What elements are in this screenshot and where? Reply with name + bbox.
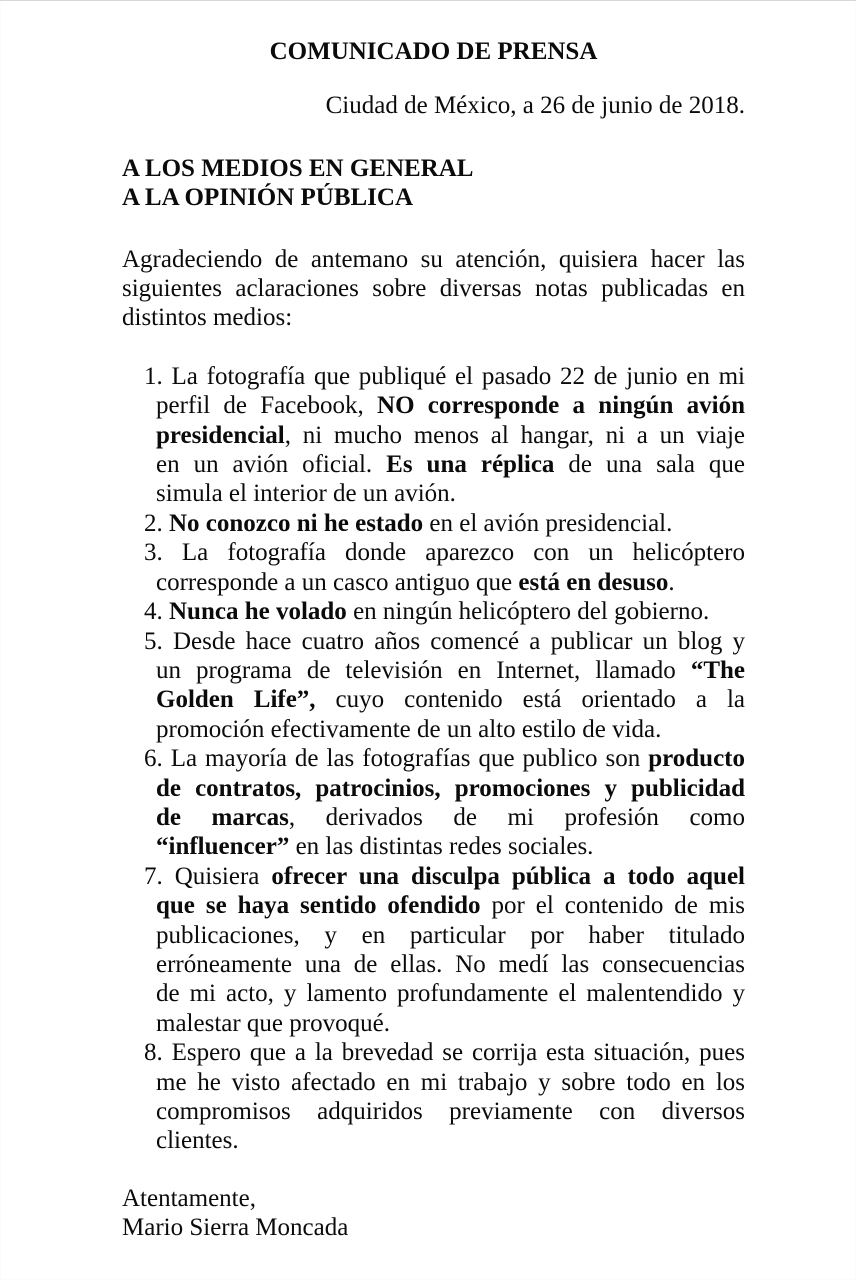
text-line bbox=[144, 627, 746, 656]
text-line bbox=[122, 274, 745, 303]
text-run: , ni mucho menos al hangar, ni a un viaje bbox=[284, 421, 745, 449]
text-line bbox=[144, 362, 746, 391]
text-line bbox=[156, 568, 745, 597]
text-run: en las distintas redes sociales. bbox=[289, 833, 594, 861]
bold-text-run: que se haya sentido ofendido bbox=[156, 892, 481, 920]
text-line bbox=[156, 450, 745, 479]
list-item bbox=[122, 744, 745, 862]
text-line bbox=[156, 1097, 745, 1126]
text-run: La fotografía que publiqué el pasado 22 de junio en mi bbox=[171, 362, 746, 390]
text-run: malestar que provoqué. bbox=[156, 1009, 390, 1037]
text-line bbox=[156, 1126, 745, 1155]
bold-text-run: producto bbox=[648, 745, 745, 773]
text-line bbox=[156, 803, 745, 832]
text-run: de una sala que bbox=[554, 451, 746, 479]
text-line bbox=[144, 538, 745, 567]
text-run: . bbox=[668, 568, 675, 596]
item-number: 6. bbox=[144, 745, 163, 773]
addressee-line-medios: A LOS MEDIOS EN GENERAL bbox=[122, 154, 474, 182]
closing bbox=[122, 1184, 745, 1243]
text-run: cuyo contenido está orientado a la bbox=[315, 686, 745, 714]
text-run: clientes. bbox=[156, 1127, 239, 1155]
text-run: en el avión presidencial. bbox=[423, 509, 673, 537]
text-run: erróneamente una de ellas. No medí las consecuencias bbox=[156, 950, 745, 978]
text-line bbox=[156, 774, 745, 803]
bold-text-run: de marcas bbox=[156, 803, 289, 831]
bold-text-run: Nunca he volado bbox=[169, 598, 347, 626]
bold-text-run: ofrecer una disculpa pública a todo aquel bbox=[271, 862, 745, 890]
text-run: La fotografía donde aparezco con un helicóptero bbox=[181, 539, 745, 567]
bold-text-run: Es una réplica bbox=[386, 451, 555, 479]
text-line bbox=[144, 744, 745, 773]
list-item bbox=[122, 862, 745, 1038]
item-number: 5. bbox=[144, 627, 163, 655]
bold-text-run: “influencer” bbox=[156, 833, 290, 861]
list-item bbox=[122, 597, 745, 626]
text-line bbox=[156, 1068, 745, 1097]
list-item bbox=[122, 362, 745, 509]
bold-text-run: No conozco ni he estado bbox=[169, 509, 424, 537]
bold-text-run: presidencial bbox=[156, 421, 285, 449]
dateline: Ciudad de México, a 26 de junio de 2018. bbox=[325, 92, 745, 120]
page-title: COMUNICADO DE PRENSA bbox=[269, 38, 598, 65]
text-run: me he visto afectado en mi trabajo y sobre todo en los bbox=[156, 1068, 745, 1096]
list-item bbox=[122, 1038, 745, 1156]
bold-text-run: NO corresponde a ningún avión bbox=[377, 392, 745, 420]
text-run: publicaciones, y en particular por haber titulado bbox=[156, 921, 745, 949]
text-run: Espero que a la brevedad se corrija esta situación, pues bbox=[171, 1039, 746, 1067]
text-run: un programa de televisión en Internet, llamado bbox=[156, 656, 691, 684]
bold-text-run: está en desuso bbox=[518, 568, 669, 596]
text-run: Quisiera bbox=[174, 862, 272, 890]
item-number: 4. bbox=[144, 598, 163, 626]
text-run: compromisos adquiridos previamente con diversos bbox=[156, 1098, 745, 1125]
text-line bbox=[156, 891, 745, 920]
text-run: en un avión oficial. bbox=[156, 451, 387, 479]
bold-text-run: “The bbox=[690, 656, 745, 684]
addressees bbox=[122, 154, 745, 213]
list-item bbox=[122, 538, 745, 597]
text-line bbox=[156, 715, 745, 744]
text-run: perfil de Facebook, bbox=[156, 392, 378, 420]
text-run: promoción efectivamente de un alto estilo de vida. bbox=[156, 715, 662, 743]
text-run: La mayoría de las fotografías que publico son bbox=[170, 745, 649, 773]
text-run: Agradeciendo de antemano su atención, quisiera hacer las bbox=[122, 245, 745, 273]
text-line bbox=[144, 862, 745, 891]
text-line bbox=[156, 832, 745, 861]
text-run: siguientes aclaraciones sobre diversas notas publicadas en bbox=[122, 275, 745, 303]
text-line bbox=[144, 509, 745, 538]
text-line bbox=[122, 303, 745, 332]
text-line bbox=[156, 921, 745, 950]
closing-signature: Mario Sierra Moncada bbox=[122, 1214, 349, 1242]
text-line bbox=[156, 421, 745, 450]
text-line bbox=[144, 597, 745, 626]
text-run: corresponde a un casco antiguo que bbox=[156, 568, 519, 596]
bold-text-run: Golden Life”, bbox=[156, 686, 316, 714]
item-number: 8. bbox=[144, 1039, 163, 1067]
item-number: 1. bbox=[144, 362, 163, 390]
item-number: 3. bbox=[144, 539, 163, 567]
text-run: simula el interior de un avión. bbox=[156, 480, 456, 508]
text-line bbox=[156, 685, 745, 714]
list-item bbox=[122, 509, 745, 538]
text-line bbox=[122, 245, 745, 274]
text-run: en ningún helicóptero del gobierno. bbox=[346, 598, 710, 626]
closing-salutation: Atentamente, bbox=[122, 1184, 256, 1212]
text-line bbox=[144, 1038, 746, 1067]
text-line bbox=[156, 479, 745, 508]
numbered-list bbox=[122, 362, 745, 1156]
text-line bbox=[156, 950, 745, 979]
text-run: distintos medios: bbox=[122, 304, 293, 332]
text-run: , derivados de mi profesión como bbox=[288, 803, 746, 831]
list-item bbox=[122, 627, 745, 745]
bold-text-run: de contratos, patrocinios, promociones y publicidad bbox=[156, 774, 745, 802]
item-number: 7. bbox=[144, 862, 163, 890]
text-line bbox=[156, 391, 745, 420]
text-line bbox=[156, 656, 745, 685]
text-run: por el contenido de mis bbox=[480, 892, 745, 920]
text-run: de mi acto, y lamento profundamente el malentendido y bbox=[156, 980, 745, 1008]
addressee-line-opinion: A LA OPINIÓN PÚBLICA bbox=[122, 184, 414, 212]
text-line bbox=[156, 979, 745, 1008]
text-run: Desde hace cuatro años comencé a publicar un blog y bbox=[172, 627, 746, 655]
item-number: 2. bbox=[144, 509, 163, 537]
intro-paragraph bbox=[122, 245, 745, 333]
text-line bbox=[156, 1009, 745, 1038]
